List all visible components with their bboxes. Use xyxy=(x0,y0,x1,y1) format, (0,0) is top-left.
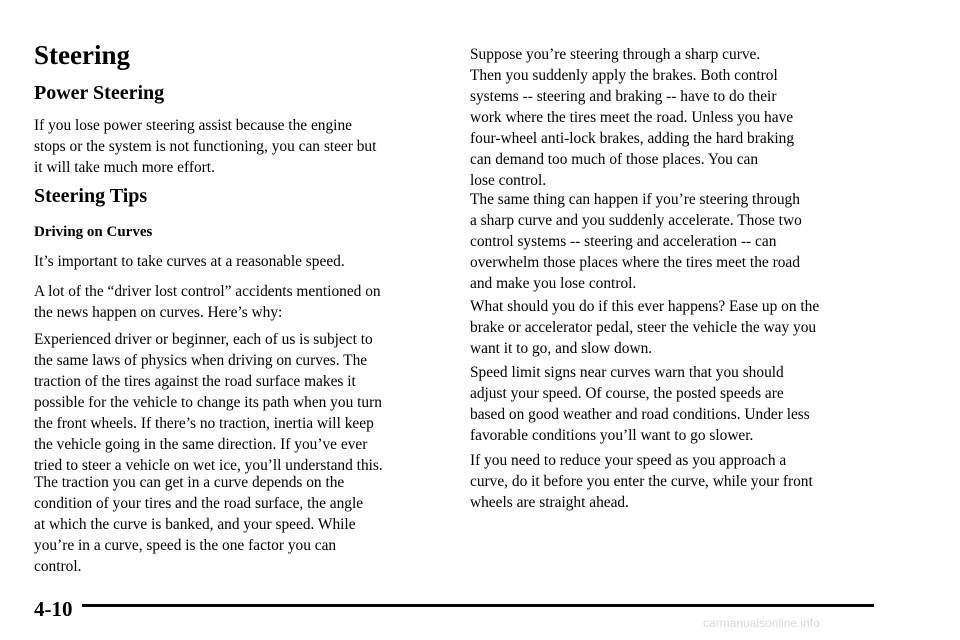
footer-rule xyxy=(82,604,874,607)
page-title: Steering xyxy=(34,40,130,70)
page-number: 4-10 xyxy=(34,597,73,621)
paragraph-what-to-do: What should you do if this ever happens? Ease up on the brake or accelerator pedal, steer the vehicle the way you want it to go, and slow down. xyxy=(470,298,820,357)
paragraph-reasonable-speed: It’s important to take curves at a reasonable speed. xyxy=(34,253,345,270)
heading-driving-on-curves: Driving on Curves xyxy=(34,224,153,240)
paragraph-power-steering: If you lose power steering assist because the engine stops or the system is not functioning, you can steer but it will take much more effort. xyxy=(34,117,377,176)
paragraph-reduce-speed: If you need to reduce your speed as you approach a curve, do it before you enter the curve, while your front wheels are straight ahead. xyxy=(470,452,813,511)
watermark: carmanualsonline.info xyxy=(703,616,820,630)
paragraph-speed-limit-signs: Speed limit signs near curves warn that you should adjust your speed. Of course, the posted speeds are based on good weather and road conditions. Under less favorable conditions you’ll want to go slower. xyxy=(470,364,810,444)
paragraph-driver-lost-control: A lot of the “driver lost control” accidents mentioned on the news happen on curves. Here’s why: xyxy=(34,283,381,321)
heading-steering-tips: Steering Tips xyxy=(34,185,148,207)
paragraph-sharp-curve-braking: Suppose you’re steering through a sharp curve. Then you suddenly apply the brakes. Both control systems -- steering and braking -- have to do their work where the tires meet the road. Unless you have four-wheel anti-lock brakes, adding the hard braking can demand too much of those places. You can lose control. xyxy=(470,46,795,189)
paragraph-traction: The traction you can get in a curve depends on the condition of your tires and the road surface, the angle at which the curve is banked, and your speed. While you’re in a curve, speed is the one factor you can control. xyxy=(34,474,364,575)
paragraph-sharp-curve-accelerate: The same thing can happen if you’re steering through a sharp curve and you suddenly accelerate. Those two control systems -- steering and acceleration -- can overwhelm those places where the tires meet the road and make you lose control. xyxy=(470,191,802,292)
paragraph-laws-of-physics: Experienced driver or beginner, each of us is subject to the same laws of physics when driving on curves. The traction of the tires against the road surface makes it possible for the vehicle to change its path when you turn the front wheels. If there’s no traction, inertia will keep the vehicle going in the same direction. If you’ve ever tried to steer a vehicle on wet ice, you’ll understand this. xyxy=(34,331,383,474)
heading-power-steering: Power Steering xyxy=(34,82,165,104)
